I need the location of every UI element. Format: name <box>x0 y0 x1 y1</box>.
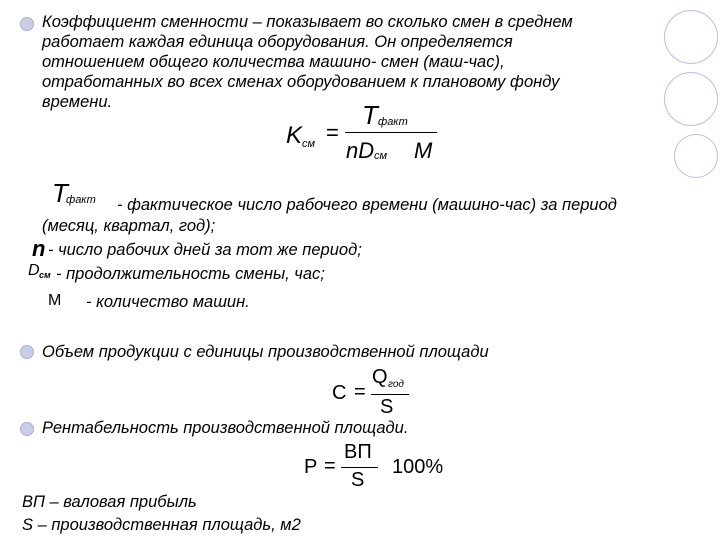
formula-denominator: S <box>380 396 394 418</box>
formula-equals: = <box>326 120 339 145</box>
def-t-text-continued: (месяц, квартал, год); <box>42 217 216 235</box>
decorative-circle <box>674 134 718 178</box>
formula-denominator-tail: M <box>414 138 433 163</box>
decorative-circle <box>664 72 718 126</box>
text-line: работает каждая единица оборудования. Он определяется <box>42 33 513 51</box>
formula-numerator: T <box>362 100 378 130</box>
text-line: времени. <box>42 93 113 111</box>
formula-numerator-subscript: год <box>388 379 404 390</box>
formula-numerator-subscript: факт <box>378 116 408 128</box>
def-n-symbol: n <box>32 236 46 261</box>
formula-lhs: K <box>286 122 303 149</box>
formula-numerator: ВП <box>344 441 372 463</box>
def-d-symbol: D <box>28 262 40 279</box>
formula-lhs: P <box>304 456 318 478</box>
note-s: S – производственная площадь, м2 <box>22 516 301 534</box>
def-m-symbol: M <box>48 292 62 309</box>
formula-numerator: Q <box>372 366 388 388</box>
formula-denominator-subscript: см <box>374 150 388 162</box>
formula-lhs: C <box>332 382 347 404</box>
decorative-circle <box>664 10 718 64</box>
formula-lhs-subscript: см <box>302 138 316 150</box>
fraction-bar <box>371 394 409 395</box>
note-vp: ВП – валовая прибыль <box>22 493 197 511</box>
text-line: отношением общего количества машино- смен (маш-час), <box>42 53 505 71</box>
formula-equals: = <box>324 455 336 477</box>
bullet-icon <box>20 17 34 31</box>
formula-denominator: S <box>351 469 365 491</box>
paragraph-output-per-area: Объем продукции с единицы производственной площади <box>42 343 489 361</box>
def-t-symbol: T <box>52 178 68 208</box>
bullet-icon <box>20 345 34 359</box>
paragraph-area-profitability: Рентабельность производственной площади. <box>42 419 409 437</box>
bullet-icon <box>20 422 34 436</box>
def-t-subscript: факт <box>66 194 96 206</box>
def-n-text: - число рабочих дней за тот же период; <box>48 241 362 259</box>
fraction-bar <box>341 467 378 468</box>
formula-denominator: nD <box>346 138 375 163</box>
paragraph-shift-coefficient <box>42 12 573 112</box>
formula-equals: = <box>354 381 366 403</box>
fraction-bar <box>345 132 437 133</box>
def-t-text: - фактическое число рабочего времени (машино-час) за период <box>117 196 617 214</box>
def-m-text: - количество машин. <box>86 293 250 311</box>
text-line: отработанных во всех сменах оборудованием к плановому фонду <box>42 73 560 91</box>
def-d-subscript: см <box>39 270 51 280</box>
text-line: Коэффициент сменности – показывает во сколько смен в среднем <box>42 13 573 31</box>
formula-percent: 100% <box>392 456 444 478</box>
def-d-text: - продолжительность смены, час; <box>56 265 325 283</box>
